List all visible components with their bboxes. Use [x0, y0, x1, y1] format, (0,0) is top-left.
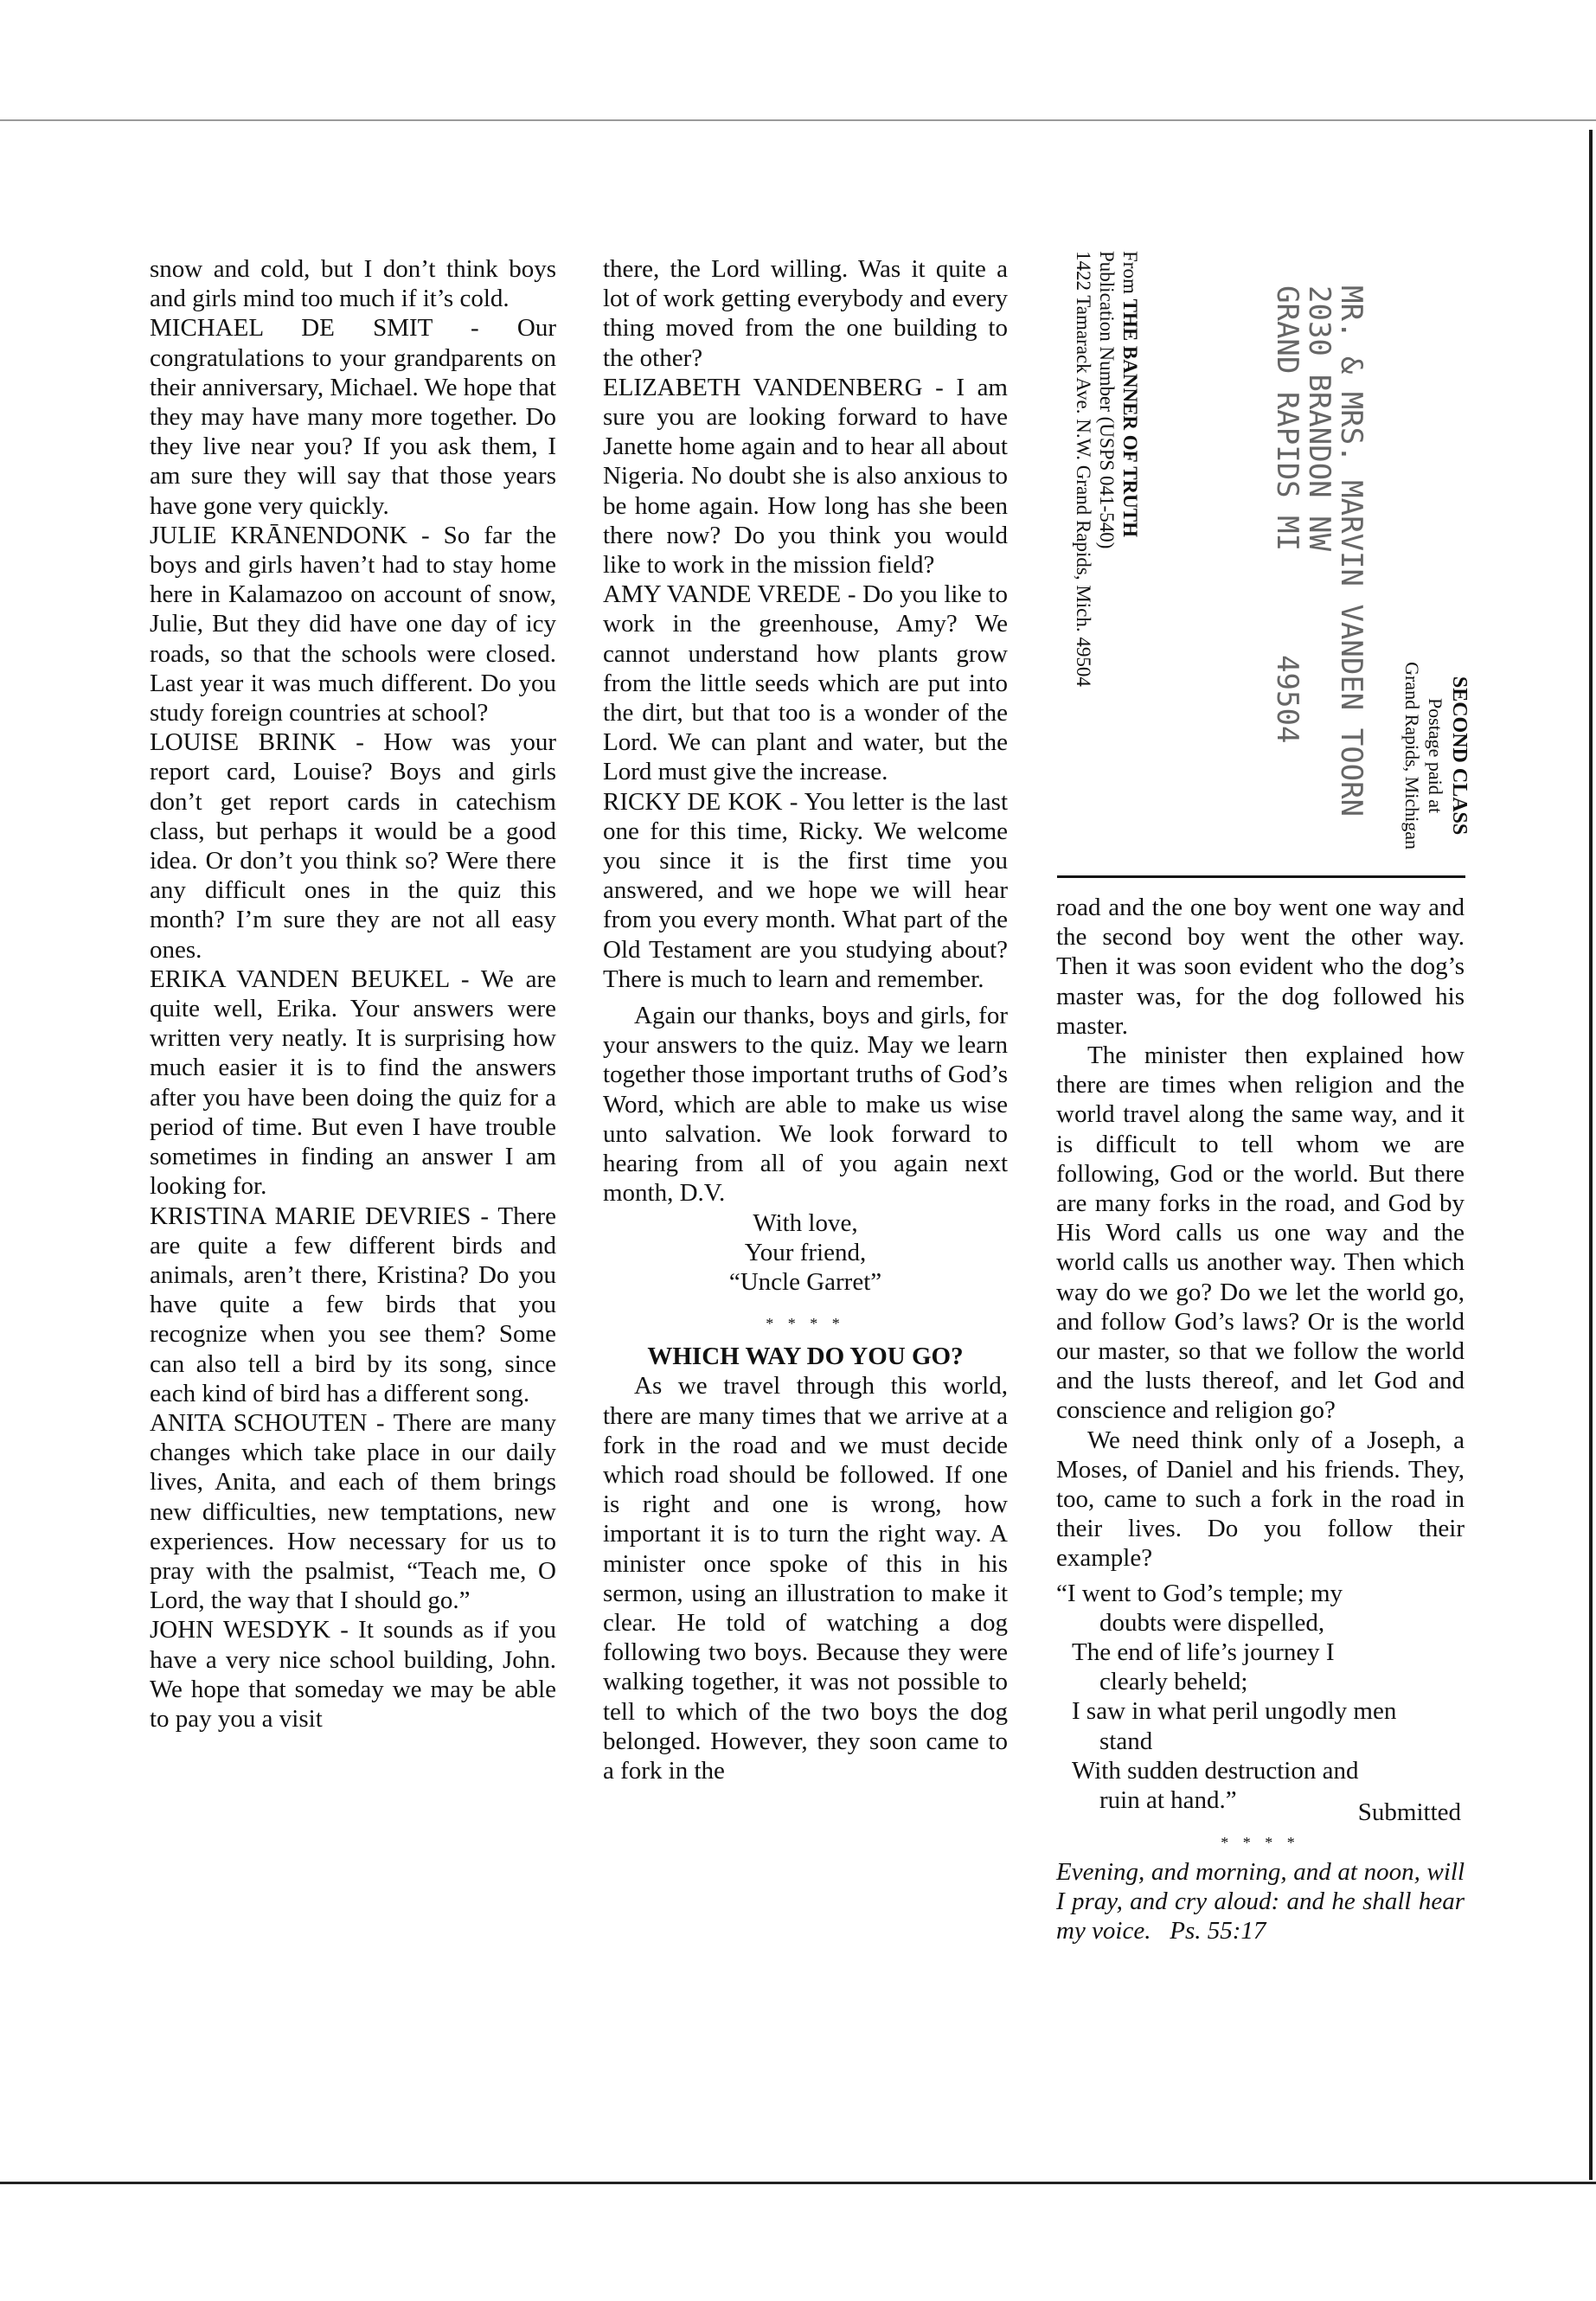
- scripture-verse: [1056, 1857, 1465, 1946]
- poem-line: clearly beheld;: [1099, 1668, 1248, 1696]
- signoff-line: Your friend,: [744, 1238, 867, 1266]
- verse-reference: Ps. 55:17: [1170, 1916, 1266, 1945]
- return-address: [1072, 251, 1142, 687]
- submitted-credit: Submitted: [1357, 1798, 1461, 1827]
- paragraph: JOHN WESDYK - It sounds as if you have a very nice school building, John. We hope that someday we may be able to pay you a visit: [150, 1616, 556, 1733]
- poem-line: ruin at hand.”: [1099, 1786, 1237, 1815]
- paragraph: road and the one boy went one way and the second boy went the other way. Then it was soon evident who the dog’s master was, for the dog followed his master.: [1056, 894, 1465, 1040]
- page-top-margin: [0, 0, 1596, 121]
- publication-name: THE BANNER OF TRUTH: [1119, 298, 1141, 537]
- return-line: 1422 Tamarack Ave. N.W. Grand Rapids, Mich. 49504: [1073, 251, 1094, 687]
- return-prefix: From: [1119, 251, 1141, 294]
- section-divider: * * * *: [1221, 1833, 1300, 1851]
- postage-permit: [1401, 662, 1471, 849]
- column-2: [603, 254, 1008, 1785]
- paragraph: RICKY DE KOK - You letter is the last one for this time, Ricky. We welcome you since it is the first time you answered, and we hope we will hear from you every month. What part of the Old Testament are you studying about? There is much to learn and remember.: [603, 787, 1008, 993]
- paragraph: AMY VANDE VREDE - Do you like to work in the greenhouse, Amy? We cannot understand how plants grow from the little seeds which are put into the dirt, but that too is a wonder of the Lord. We can plant and water, but the Lord must give the increase.: [603, 580, 1008, 786]
- poem: [1056, 1579, 1465, 1816]
- return-line: Publication Number (USPS 041-540): [1096, 251, 1118, 549]
- section-divider: * * * *: [766, 1315, 845, 1333]
- paragraph: The minister then explained how there are times when religion and the world travel along the same way, and it is difficult to tell whom we are following, God or the world. But there are many forks in the road, and God by His Word calls us one way and the world calls us another way. Then which way do we go? Do we let the world go, and follow God’s laws? Or is the world our master, so that we follow the world and the lusts thereof, and let God and conscience and religion go?: [1056, 1042, 1465, 1425]
- page-bottom-margin: [0, 2184, 1596, 2301]
- verse-text: Evening, and morning, and at noon, will I pray, and cry aloud: and he shall hear my voice.: [1056, 1857, 1465, 1945]
- page-right-edge: [1589, 130, 1593, 2180]
- paragraph: MICHAEL DE SMIT - Our congratulations to your grandparents on their anniversary, Michael. We hope that they may have many more together. Do they live near you? If you ask them, I am sure they will say that those years have gone very quickly.: [150, 314, 556, 520]
- address-line: MR. & MRS. MARVIN VANDEN TOORN: [1334, 285, 1368, 817]
- poem-line: “I went to God’s temple; my: [1056, 1579, 1343, 1607]
- paragraph: ELIZABETH VANDENBERG - I am sure you are looking forward to have Janette home again and to hear all about Nigeria. No doubt she is also anxious to be home again. How long has she been there now? Do you think you would like to work in the mission field?: [603, 373, 1008, 580]
- paragraph: snow and cold, but I don’t think boys and girls mind too much if it’s cold.: [150, 255, 556, 313]
- paragraph: ANITA SCHOUTEN - There are many changes which take place in our daily lives, Anita, and each of them brings new difficulties, new temptations, new experiences. How necessary for us to pray with the psalmist, “Teach me, O Lord, the way that I should go.”: [150, 1408, 556, 1615]
- paragraph: JULIE KRĀNENDONK - So far the boys and girls haven’t had to stay home here in Kalamazoo on account of snow, Julie, But they did have one day of icy roads, so that the schools were closed. Last year it was much different. Do you study foreign countries at school?: [150, 521, 556, 727]
- paragraph: LOUISE BRINK - How was your report card, Louise? Boys and girls don’t get report cards in catechism class, but perhaps it would be a good idea. Or don’t you think so? Were there any difficult ones in the quiz this month? I’m sure they are not all easy ones.: [150, 728, 556, 964]
- address-zip: 49504: [1270, 655, 1304, 744]
- mailing-block: [1055, 251, 1471, 874]
- poem-line: With sudden destruction and: [1072, 1756, 1359, 1785]
- page-top-edge: [0, 119, 1596, 121]
- poem-line: doubts were dispelled,: [1099, 1608, 1325, 1637]
- poem-line: stand: [1099, 1727, 1153, 1755]
- poem-line: I saw in what peril ungodly men: [1072, 1697, 1397, 1726]
- mailing-divider: [1057, 875, 1465, 878]
- paragraph: We need think only of a Joseph, a Moses, of Daniel and his friends. They, too, came to such a fork in the road in their lives. Do you follow their example?: [1056, 1426, 1465, 1573]
- permit-line: Postage paid at: [1425, 697, 1446, 814]
- paragraph: there, the Lord willing. Was it quite a lot of work getting everybody and every thing moved from the one building to the other?: [603, 255, 1008, 372]
- poem-line: The end of life’s journey I: [1072, 1638, 1335, 1667]
- column-1: [150, 254, 556, 1734]
- address-line: 2030 BRANDON NW: [1302, 285, 1336, 552]
- signoff-signature: “Uncle Garret”: [728, 1267, 882, 1296]
- address-label: [1271, 285, 1367, 817]
- signoff-line: With love,: [753, 1208, 858, 1237]
- column-3: [1056, 893, 1465, 1945]
- article-paragraph: As we travel through this world, there are many times that we arrive at a fork in the road and we must decide which road should be followed. If one is right and one is wrong, how important it is to turn the right way. A minister once spoke of this in his sermon, using an illustration to make it clear. He told of watching a dog following two boys. Because they were walking together, it was not possible to tell to which of the two boys the dog belonged. However, they soon came to a fork in the: [603, 1372, 1008, 1785]
- closing-paragraph: Again our thanks, boys and girls, for your answers to the quiz. May we learn together those important truths of God’s Word, which are able to make us wise unto salvation. We look forward to hearing from all of you again next month, D.V.: [603, 1002, 1008, 1208]
- address-line: GRAND RAPIDS MI: [1270, 285, 1304, 552]
- permit-line: Grand Rapids, Michigan: [1401, 662, 1423, 849]
- paragraph: ERIKA VANDEN BEUKEL - We are quite well, Erika. Your answers were written very neatly. It is surprising how much easier it is to find the answers after you have been doing the quiz for a period of time. But even I have trouble sometimes in finding an answer I am looking for.: [150, 965, 556, 1201]
- article-title: WHICH WAY DO YOU GO?: [647, 1343, 964, 1371]
- paragraph: KRISTINA MARIE DEVRIES - There are quite a few different birds and animals, aren’t there, Kristina? Do you have quite a few birds that you recognize when you see them? Some can also tell a bird by its song, since each kind of bird has a different song.: [150, 1202, 556, 1407]
- permit-class: SECOND CLASS: [1448, 676, 1471, 836]
